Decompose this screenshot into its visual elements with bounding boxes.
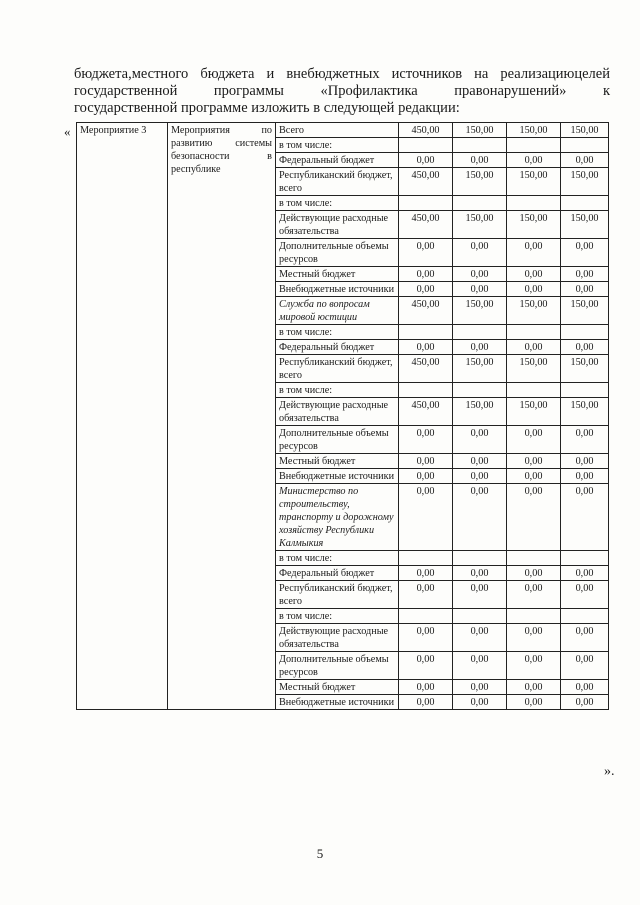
value-cell: 0,00 — [561, 340, 609, 355]
value-cell — [507, 196, 561, 211]
source-label: в том числе: — [276, 551, 399, 566]
value-cell: 0,00 — [399, 566, 453, 581]
value-cell: 0,00 — [507, 153, 561, 168]
value-cell: 0,00 — [399, 340, 453, 355]
value-cell: 0,00 — [561, 624, 609, 652]
value-cell: 0,00 — [561, 469, 609, 484]
source-label: Внебюджетные источники — [276, 695, 399, 710]
value-cell — [399, 383, 453, 398]
value-cell — [507, 609, 561, 624]
value-cell: 0,00 — [561, 566, 609, 581]
value-cell: 0,00 — [561, 695, 609, 710]
value-cell: 0,00 — [399, 282, 453, 297]
value-cell: 150,00 — [507, 297, 561, 325]
value-cell: 150,00 — [507, 123, 561, 138]
value-cell: 0,00 — [507, 239, 561, 267]
value-cell: 0,00 — [507, 484, 561, 551]
value-cell: 0,00 — [507, 267, 561, 282]
value-cell: 150,00 — [561, 355, 609, 383]
value-cell — [399, 325, 453, 340]
source-label: Федеральный бюджет — [276, 153, 399, 168]
value-cell — [561, 551, 609, 566]
value-cell: 450,00 — [399, 398, 453, 426]
value-cell: 0,00 — [561, 680, 609, 695]
source-label: Внебюджетные источники — [276, 282, 399, 297]
value-cell: 0,00 — [453, 267, 507, 282]
value-cell: 0,00 — [399, 652, 453, 680]
value-cell — [399, 138, 453, 153]
source-label: Дополнительные объемы ресурсов — [276, 239, 399, 267]
source-label: Служба по вопросам мировой юстиции — [276, 297, 399, 325]
value-cell: 0,00 — [453, 484, 507, 551]
intro-line-2: государственной программы «Профилактика правонарушений» к — [74, 83, 610, 99]
source-label: в том числе: — [276, 609, 399, 624]
source-label: Действующие расходные обязательства — [276, 624, 399, 652]
value-cell: 0,00 — [399, 426, 453, 454]
value-cell: 0,00 — [453, 426, 507, 454]
value-cell: 0,00 — [507, 340, 561, 355]
value-cell: 150,00 — [561, 297, 609, 325]
source-label: Дополнительные объемы ресурсов — [276, 652, 399, 680]
value-cell: 0,00 — [399, 680, 453, 695]
value-cell: 150,00 — [507, 355, 561, 383]
value-cell: 0,00 — [561, 267, 609, 282]
source-label: Министерство по строительству, транспорту и дорожному хозяйству Республики Калмыкия — [276, 484, 399, 551]
value-cell — [561, 138, 609, 153]
value-cell: 450,00 — [399, 297, 453, 325]
value-cell — [453, 325, 507, 340]
value-cell: 150,00 — [561, 168, 609, 196]
value-cell: 0,00 — [399, 454, 453, 469]
source-label: Действующие расходные обязательства — [276, 398, 399, 426]
opening-quote: « — [64, 124, 71, 139]
value-cell: 0,00 — [399, 153, 453, 168]
value-cell: 150,00 — [507, 168, 561, 196]
value-cell: 0,00 — [507, 469, 561, 484]
source-label: в том числе: — [276, 138, 399, 153]
intro-paragraph — [74, 66, 610, 117]
source-label: Республиканский бюджет, всего — [276, 355, 399, 383]
source-label: Местный бюджет — [276, 267, 399, 282]
value-cell: 0,00 — [453, 454, 507, 469]
value-cell: 0,00 — [561, 239, 609, 267]
value-cell: 0,00 — [507, 680, 561, 695]
event-name-cell: Мероприятие 3 — [77, 123, 168, 710]
value-cell: 150,00 — [453, 211, 507, 239]
source-label: в том числе: — [276, 383, 399, 398]
value-cell: 0,00 — [399, 484, 453, 551]
value-cell: 0,00 — [561, 484, 609, 551]
table-row — [77, 123, 609, 138]
value-cell — [561, 609, 609, 624]
value-cell: 150,00 — [561, 398, 609, 426]
value-cell: 0,00 — [561, 652, 609, 680]
value-cell: 0,00 — [561, 282, 609, 297]
value-cell — [561, 325, 609, 340]
value-cell: 0,00 — [453, 239, 507, 267]
value-cell: 0,00 — [453, 680, 507, 695]
value-cell: 0,00 — [507, 426, 561, 454]
value-cell: 150,00 — [453, 168, 507, 196]
value-cell: 150,00 — [453, 355, 507, 383]
value-cell — [561, 196, 609, 211]
value-cell: 0,00 — [399, 624, 453, 652]
value-cell: 0,00 — [561, 581, 609, 609]
value-cell: 0,00 — [453, 153, 507, 168]
page-number: 5 — [316, 846, 324, 861]
value-cell: 0,00 — [453, 624, 507, 652]
value-cell: 450,00 — [399, 211, 453, 239]
value-cell — [399, 551, 453, 566]
value-cell — [507, 325, 561, 340]
source-label: в том числе: — [276, 196, 399, 211]
source-label: Всего — [276, 123, 399, 138]
intro-line-3: государственной программе изложить в следующей редакции: — [74, 100, 460, 116]
value-cell: 0,00 — [507, 652, 561, 680]
value-cell: 0,00 — [399, 469, 453, 484]
value-cell: 0,00 — [453, 652, 507, 680]
source-label: Дополнительные объемы ресурсов — [276, 426, 399, 454]
value-cell — [399, 609, 453, 624]
value-cell: 0,00 — [399, 695, 453, 710]
value-cell — [453, 609, 507, 624]
value-cell: 0,00 — [453, 581, 507, 609]
value-cell: 0,00 — [507, 581, 561, 609]
source-label: Местный бюджет — [276, 454, 399, 469]
value-cell: 0,00 — [453, 340, 507, 355]
value-cell: 0,00 — [453, 282, 507, 297]
value-cell: 150,00 — [507, 398, 561, 426]
value-cell — [453, 383, 507, 398]
source-label: Федеральный бюджет — [276, 340, 399, 355]
financing-table — [76, 122, 609, 710]
value-cell: 150,00 — [561, 211, 609, 239]
value-cell: 0,00 — [453, 469, 507, 484]
value-cell — [453, 551, 507, 566]
value-cell — [453, 196, 507, 211]
value-cell: 0,00 — [399, 581, 453, 609]
value-cell — [399, 196, 453, 211]
value-cell: 150,00 — [507, 211, 561, 239]
event-description-cell: Мероприятия по развитию системы безопасности в республике — [168, 123, 276, 710]
value-cell: 0,00 — [399, 239, 453, 267]
value-cell: 450,00 — [399, 355, 453, 383]
value-cell — [507, 383, 561, 398]
value-cell: 150,00 — [453, 297, 507, 325]
intro-line-1: бюджета,местного бюджета и внебюджетных источников на реализациюцелей — [74, 66, 610, 82]
value-cell: 0,00 — [561, 426, 609, 454]
source-label: Местный бюджет — [276, 680, 399, 695]
value-cell: 150,00 — [453, 123, 507, 138]
value-cell: 0,00 — [507, 624, 561, 652]
source-label: Республиканский бюджет, всего — [276, 168, 399, 196]
value-cell: 0,00 — [507, 454, 561, 469]
value-cell: 0,00 — [507, 566, 561, 581]
financing-table-body — [77, 123, 609, 710]
source-label: Действующие расходные обязательства — [276, 211, 399, 239]
value-cell — [561, 383, 609, 398]
value-cell — [507, 138, 561, 153]
value-cell — [507, 551, 561, 566]
value-cell: 0,00 — [507, 282, 561, 297]
value-cell: 0,00 — [561, 153, 609, 168]
value-cell: 0,00 — [561, 454, 609, 469]
source-label: Внебюджетные источники — [276, 469, 399, 484]
value-cell: 150,00 — [453, 398, 507, 426]
source-label: Федеральный бюджет — [276, 566, 399, 581]
value-cell: 450,00 — [399, 123, 453, 138]
source-label: Республиканский бюджет, всего — [276, 581, 399, 609]
value-cell: 0,00 — [453, 566, 507, 581]
source-label: в том числе: — [276, 325, 399, 340]
value-cell: 0,00 — [399, 267, 453, 282]
value-cell: 0,00 — [453, 695, 507, 710]
closing-quote: ». — [604, 764, 615, 779]
value-cell: 450,00 — [399, 168, 453, 196]
value-cell: 150,00 — [561, 123, 609, 138]
value-cell: 0,00 — [507, 695, 561, 710]
value-cell — [453, 138, 507, 153]
